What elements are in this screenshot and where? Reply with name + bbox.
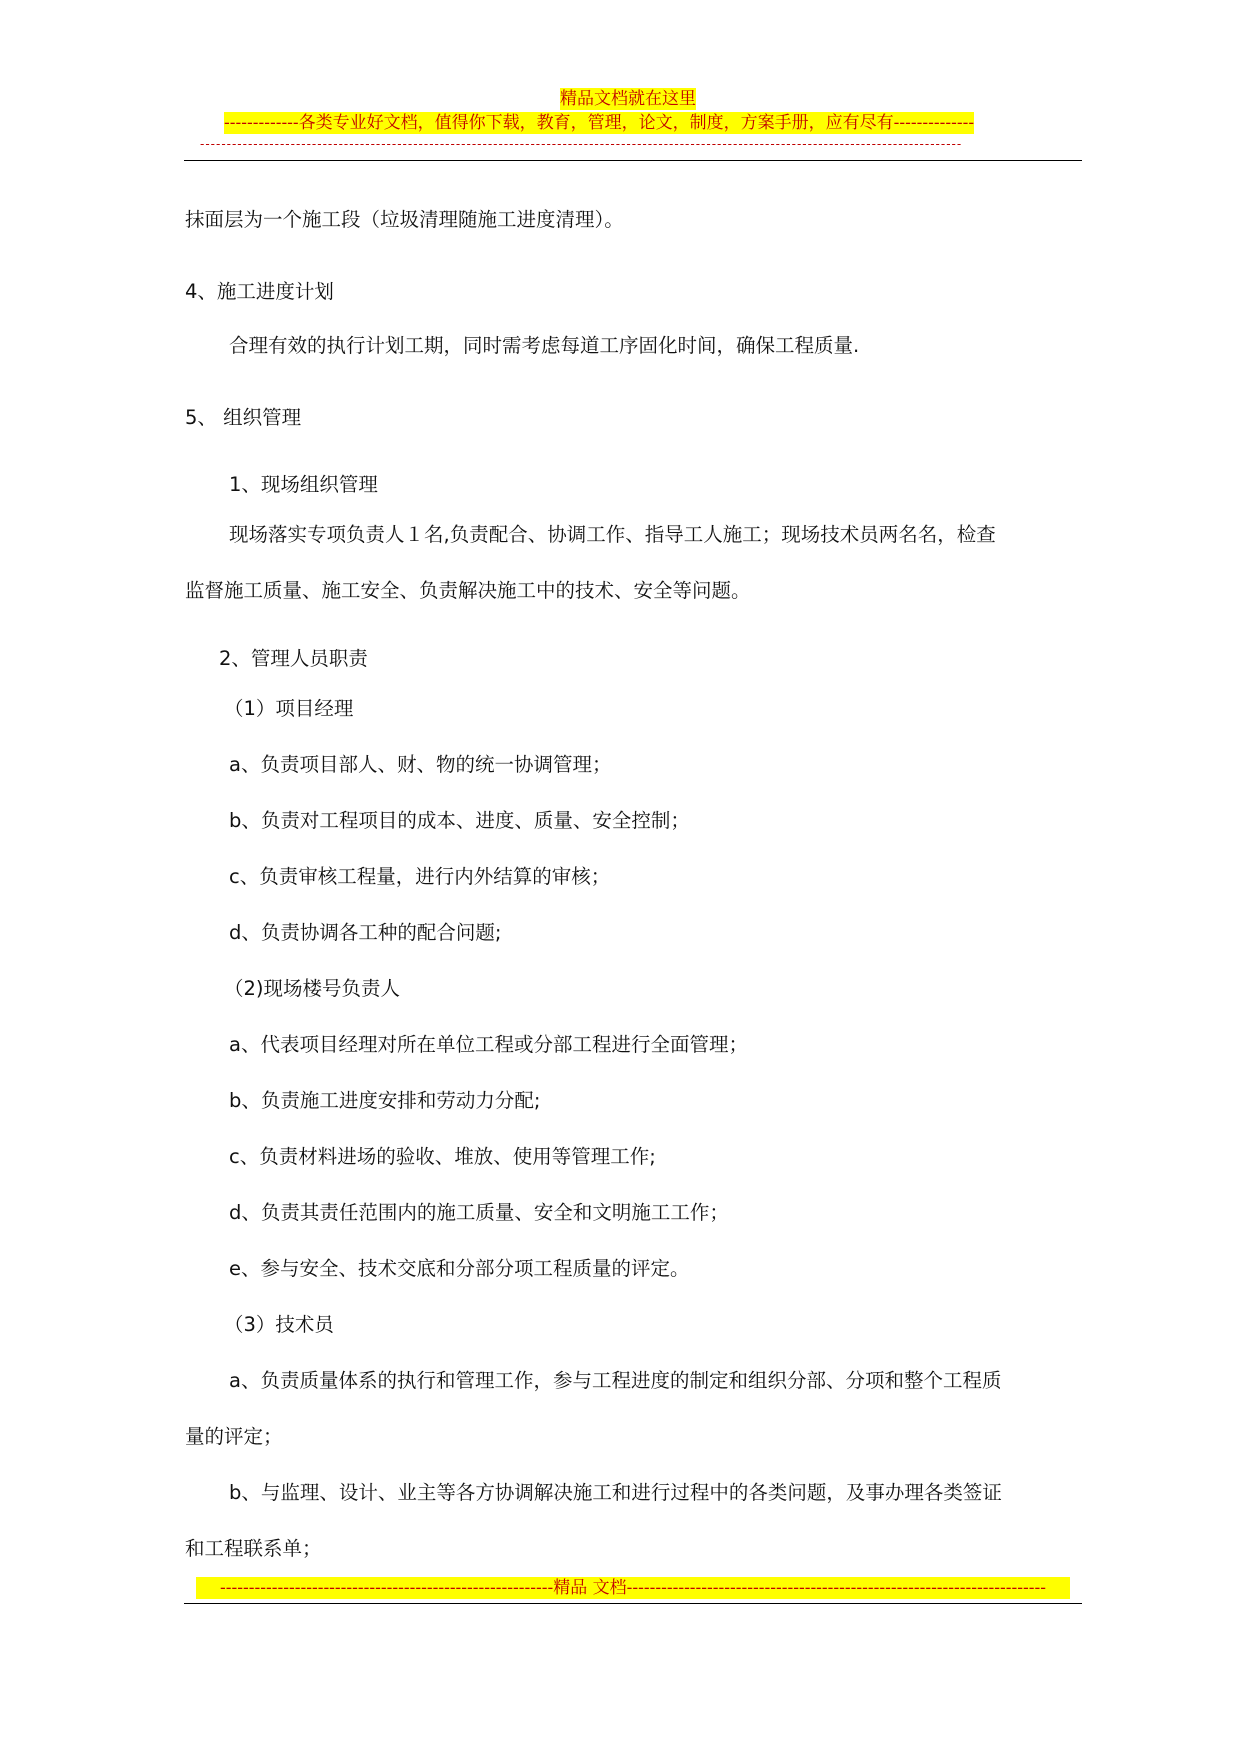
subsection-heading: 2、管理人员职责 <box>219 647 368 670</box>
list-item: d、负责其责任范围内的施工质量、安全和文明施工工作； <box>229 1201 729 1224</box>
list-item: a、负责项目部人、财、物的统一协调管理； <box>229 753 612 776</box>
section-heading-5: 5、 组织管理 <box>185 406 302 429</box>
paragraph-line: 合理有效的执行计划工期，同时需考虑每道工序固化时间，确保工程质量. <box>229 334 860 357</box>
header-rule <box>184 160 1082 161</box>
role-heading: （3）技术员 <box>224 1313 334 1336</box>
header-dashes: ----------------------------------------------------------------------------------------------------------------------------------------------- <box>200 137 963 151</box>
paragraph-line: 现场落实专项负责人１名,负责配合、协调工作、指导工人施工；现场技术员两名名，检查 <box>229 523 996 546</box>
footer-label: 精品 文档 <box>553 1578 627 1598</box>
list-item: d、负责协调各工种的配合问题; <box>229 921 502 944</box>
footer-banner <box>196 1577 1070 1599</box>
footer-left-dashes: ---------------------------------------------------------- <box>220 1578 554 1598</box>
footer-rule <box>184 1603 1082 1604</box>
list-item: b、与监理、设计、业主等各方协调解决施工和进行过程中的各类问题，及事办理各类签证 <box>229 1481 1002 1504</box>
paragraph-line: 抹面层为一个施工段（垃圾清理随施工进度清理）。 <box>185 208 624 231</box>
list-item-continuation: 和工程联系单； <box>185 1537 322 1560</box>
role-heading: （2)现场楼号负责人 <box>224 977 401 1000</box>
paragraph-line: 监督施工质量、施工安全、负责解决施工中的技术、安全等问题。 <box>185 579 751 602</box>
list-item: b、负责对工程项目的成本、进度、质量、安全控制； <box>229 809 690 832</box>
header-title: 精品文档就在这里 <box>560 89 696 109</box>
section-heading-4: 4、施工进度计划 <box>185 280 334 303</box>
list-item: c、负责材料进场的验收、堆放、使用等管理工作; <box>229 1145 656 1168</box>
list-item-continuation: 量的评定； <box>185 1425 283 1448</box>
list-item: a、负责质量体系的执行和管理工作，参与工程进度的制定和组织分部、分项和整个工程质 <box>229 1369 1002 1392</box>
header-subtitle: -------------各类专业好文档，值得你下载，教育，管理，论文，制度，方案手册，应有尽有-------------- <box>224 113 975 133</box>
list-item: b、负责施工进度安排和劳动力分配; <box>229 1089 541 1112</box>
subsection-heading: 1、现场组织管理 <box>229 473 378 496</box>
list-item: c、负责审核工程量，进行内外结算的审核； <box>229 865 611 888</box>
list-item: e、参与安全、技术交底和分部分项工程质量的评定。 <box>229 1257 690 1280</box>
footer-right-dashes: ------------------------------------------------------------------------- <box>626 1578 1046 1598</box>
role-heading: （1）项目经理 <box>224 697 354 720</box>
list-item: a、代表项目经理对所在单位工程或分部工程进行全面管理； <box>229 1033 748 1056</box>
